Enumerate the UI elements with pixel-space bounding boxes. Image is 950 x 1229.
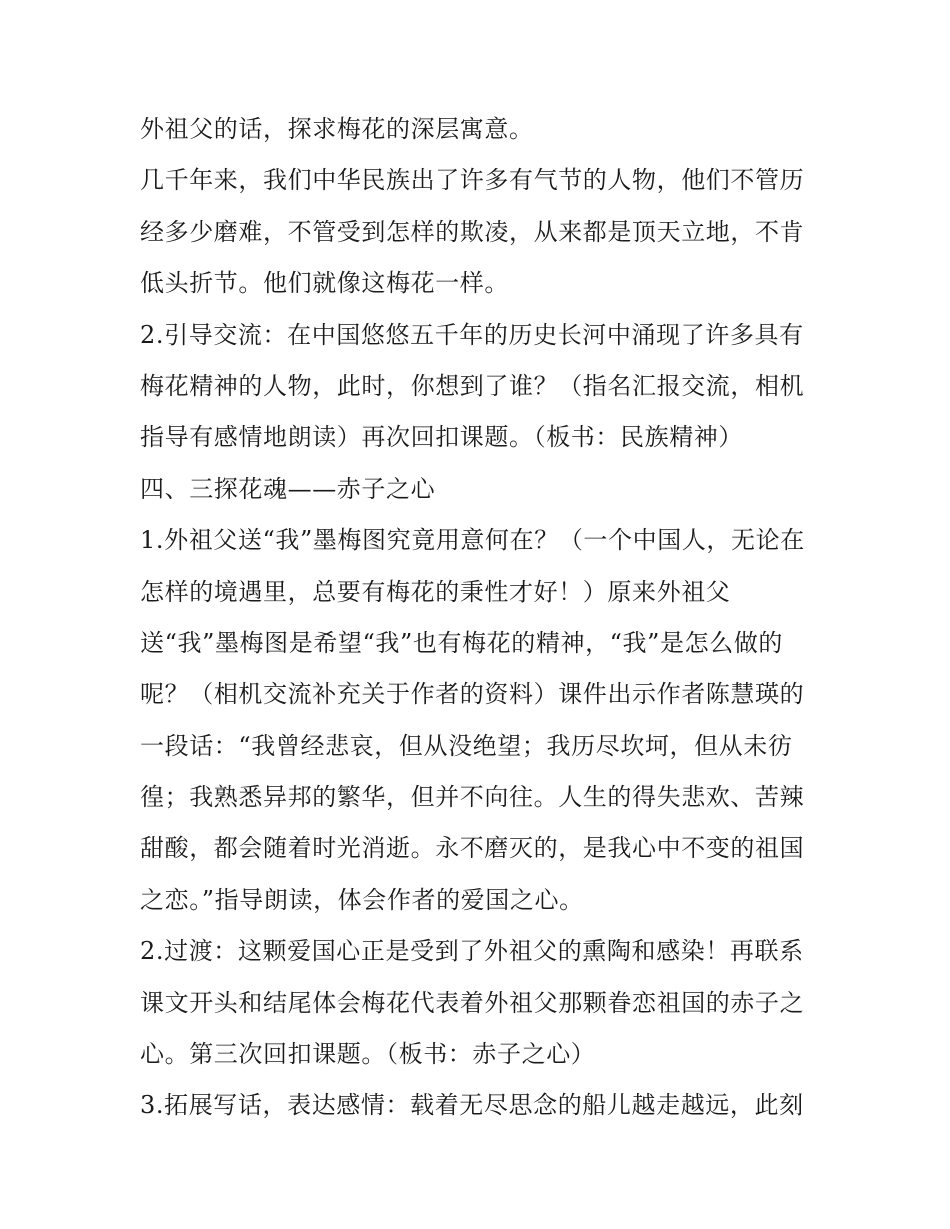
text-line: 徨；我熟悉异邦的繁华，但并不向往。人生的得失悲欢、苦辣: [140, 783, 805, 812]
text-line: 之恋。”指导朗读，体会作者的爱国之心。: [140, 885, 584, 914]
text-line: 甜酸，都会随着时光消逝。永不磨灭的，是我心中不变的祖国: [140, 834, 805, 863]
text-line: 怎样的境遇里，总要有梅花的秉性才好！）原来外祖父: [140, 577, 731, 606]
text-line: 外祖父的话，探求梅花的深层寓意。: [140, 115, 534, 143]
text-line: 1.外祖父送“我”墨梅图究竟用意何在？（一个中国人，无论在: [140, 526, 805, 555]
text-line: 2.引导交流：在中国悠悠五千年的历史长河中涌现了许多具有: [140, 320, 804, 349]
document-body: [140, 104, 820, 1132]
section-heading: 四、三探花魂——赤子之心: [140, 474, 436, 503]
text-line: 3.拓展写话，表达感情：载着无尽思念的船儿越走越远，此刻: [140, 1091, 804, 1120]
text-line: 课文开头和结尾体会梅花代表着外祖父那颗眷恋祖国的赤子之: [140, 988, 805, 1017]
text-line: 心。第三次回扣课题。（板书：赤子之心）: [140, 1040, 596, 1069]
text-line: 2.过渡：这颗爱国心正是受到了外祖父的熏陶和感染！再联系: [140, 937, 804, 966]
text-line: 一段话：“我曾经悲哀，但从没绝望；我历尽坎坷，但从未彷: [140, 731, 793, 760]
text-line: 送“我”墨梅图是希望“我”也有梅花的精神，“我”是怎么做的: [140, 628, 784, 657]
text-line: 指导有感情地朗读）再次回扣课题。（板书：民族精神）: [140, 423, 743, 452]
text-line: 低头折节。他们就像这梅花一样。: [140, 269, 509, 298]
text-line: 几千年来，我们中华民族出了许多有气节的人物，他们不管历: [140, 166, 805, 195]
text-line: 经多少磨难，不管受到怎样的欺凌，从来都是顶天立地，不肯: [140, 217, 805, 246]
text-line: 梅花精神的人物，此时，你想到了谁？（指名汇报交流，相机: [140, 371, 805, 400]
text-line: 呢？（相机交流补充关于作者的资料）课件出示作者陈慧瑛的: [140, 680, 805, 709]
